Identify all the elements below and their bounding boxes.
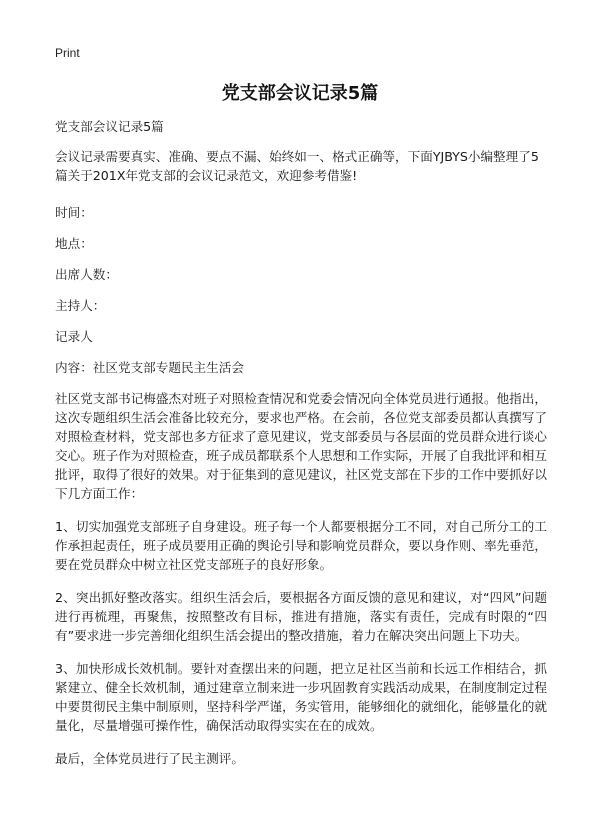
field-location: 地点：	[55, 236, 93, 251]
print-link[interactable]: Print	[55, 46, 80, 60]
field-host: 主持人：	[55, 298, 106, 313]
field-recorder: 记录人	[55, 329, 93, 344]
meeting-topic: 内容：社区党支部专题民主生活会	[55, 360, 244, 375]
body-paragraph-report: 社区党支部书记梅盛杰对班子对照检查情况和党委会情况向全体党员进行通报。他指出，这次专题组织生活会准备比较充分，要求也严格。在会前，各位党支部委员都认真撰写了对照检查材料，党支部也多方征求了意见建议，党支部委员与各层面的党员群众进行谈心交心。班子作为对照检查，班子成员都联系个人思想和工作实际，开展了自我批评和相互批评，取得了很好的效果。对于征集到的意见建议，社区党支部在下步的工作中要抓好以下几方面工作：	[55, 391, 547, 501]
body-paragraph-point-1: 1、切实加强党支部班子自身建设。班子每一个人都要根据分工不同，对自己所分工的工作承担起责任，班子成员要用正确的舆论引导和影响党员群众，要以身作则、率先垂范，要在党员群众中树立社区党支部班子的良好形象。	[55, 519, 547, 572]
intro-paragraph: 会议记录需要真实、准确、要点不漏、始终如一、格式正确等，下面YJBYS小编整理了5篇关于201X年党支部的会议记录范文，欢迎参考借鉴!	[55, 149, 539, 183]
body-paragraph-point-2: 2、突出抓好整改落实。组织生活会后，要根据各方面反馈的意见和建议，对“四风”问题进行再梳理，再聚焦，按照整改有目标，推进有措施，落实有责任，完成有时限的“四有”要求进一步完善细化组织生活会提出的整改措施，着力在解决突出问题上下功夫。	[55, 590, 547, 643]
body-paragraph-point-3: 3、加快形成长效机制。要针对查摆出来的问题，把立足社区当前和长远工作相结合，抓紧建立、健全长效机制，通过建章立制来进一步巩固教育实践活动成果，在制度制定过程中要贯彻民主集中制原则，坚持科学严谨，务实管用，能够细化的就细化，能够量化的就量化，尽量增强可操作性，确保活动取得实实在在的成效。	[55, 661, 547, 733]
field-time: 时间：	[55, 205, 93, 220]
document-subtitle: 党支部会议记录5篇	[55, 119, 164, 134]
document-body	[55, 117, 547, 782]
body-paragraph-closing: 最后，全体党员进行了民主测评。	[55, 751, 244, 766]
document-title: 党支部会议记录5篇	[221, 83, 379, 104]
field-attendance: 出席人数：	[55, 267, 118, 282]
